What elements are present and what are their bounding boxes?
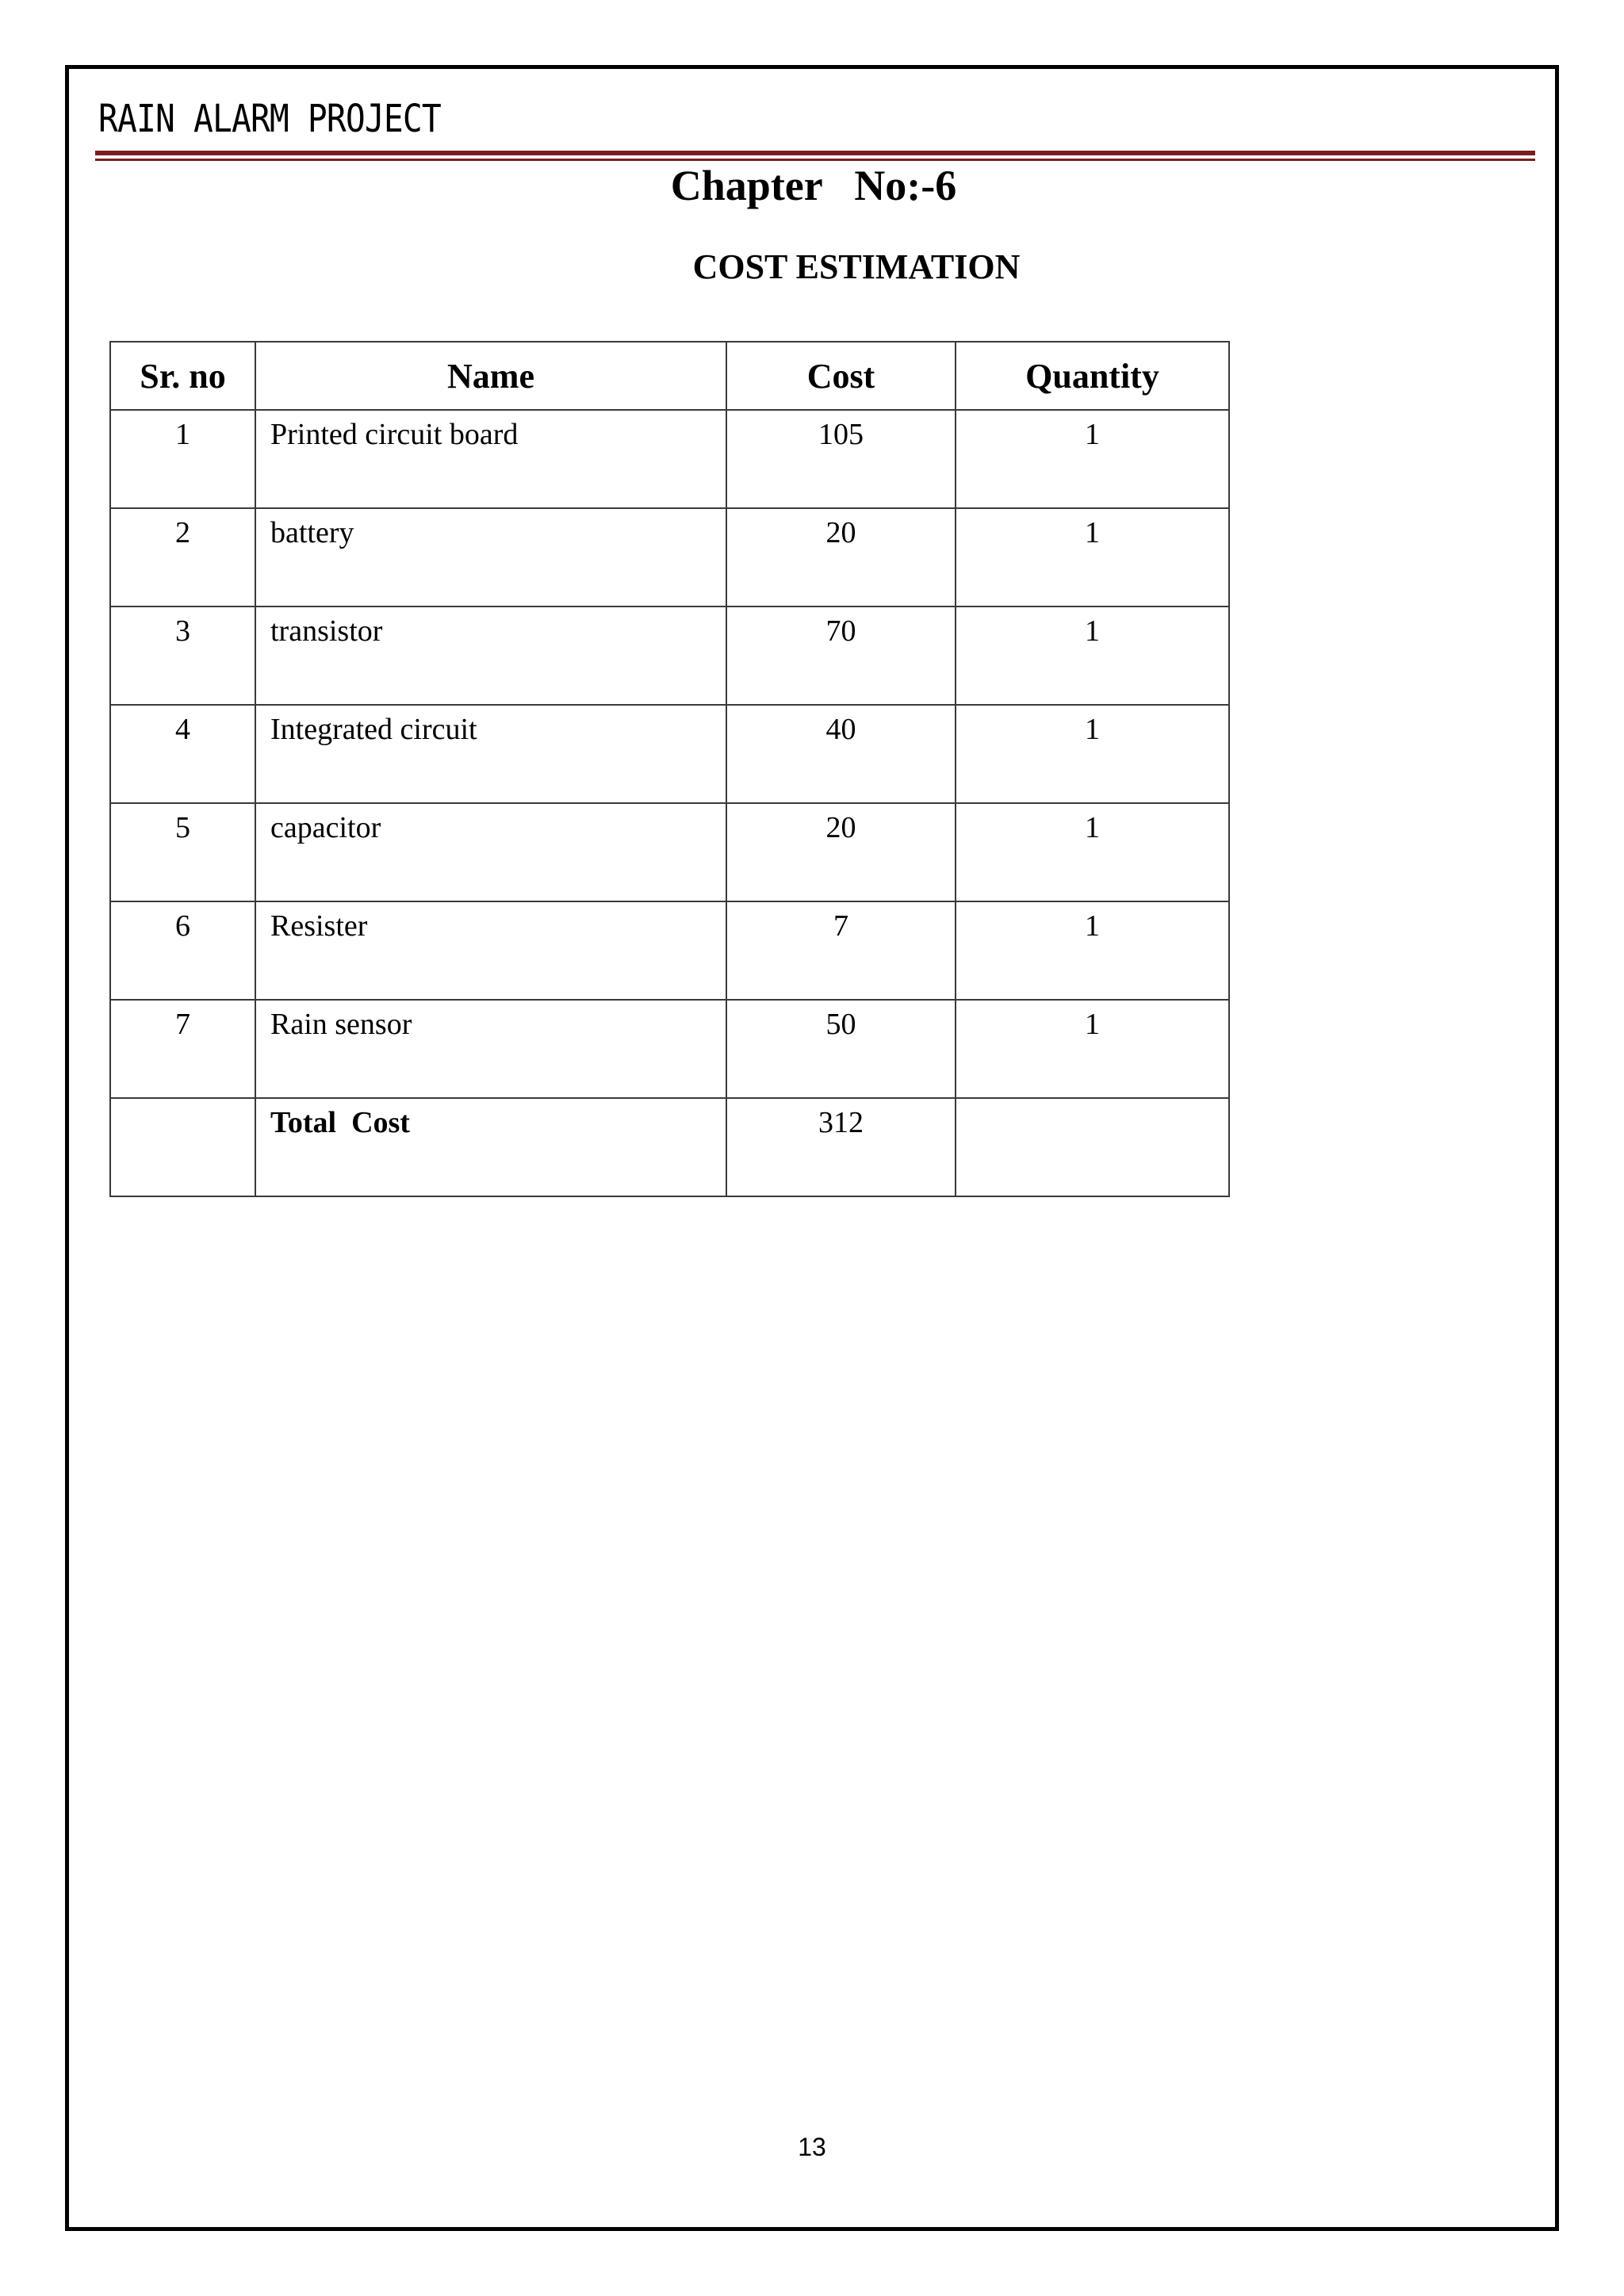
cell-text: 1 <box>1085 811 1100 844</box>
cell-cost <box>726 508 956 607</box>
cell-quantity <box>956 1000 1229 1098</box>
cell-text: 1 <box>1085 909 1100 943</box>
cell-sr-no <box>110 410 255 508</box>
cell-cost <box>726 1000 956 1098</box>
cell-text: 7 <box>833 909 848 943</box>
cell-text: Resister <box>270 909 368 943</box>
cell-sr-no <box>110 607 255 705</box>
cell-text: 1 <box>1085 418 1100 451</box>
cell-text: 5 <box>175 811 190 844</box>
cell-text: 2 <box>175 516 190 549</box>
table-row <box>110 410 1229 508</box>
cell-text: 20 <box>825 516 856 549</box>
cell-quantity <box>956 705 1229 803</box>
cell-total-cost <box>726 1098 956 1196</box>
cell-quantity <box>956 508 1229 607</box>
table-row <box>110 803 1229 901</box>
cell-name <box>255 410 726 508</box>
cell-text: 1 <box>1085 614 1100 648</box>
cell-text: 1 <box>175 418 190 451</box>
cell-text: 40 <box>825 713 856 746</box>
column-header-quantity: Quantity <box>956 342 1229 410</box>
cell-text: 20 <box>825 811 856 844</box>
cell-quantity-empty <box>956 1098 1229 1196</box>
cell-cost <box>726 607 956 705</box>
table-row <box>110 705 1229 803</box>
cell-text: 1 <box>1085 516 1100 549</box>
cell-text: 6 <box>175 909 190 943</box>
table-total-row <box>110 1098 1229 1196</box>
cell-text: capacitor <box>270 811 381 844</box>
cell-cost <box>726 410 956 508</box>
cell-total-label <box>255 1098 726 1196</box>
table-row <box>110 901 1229 1000</box>
cell-cost <box>726 901 956 1000</box>
cell-sr-no <box>110 1000 255 1098</box>
cell-sr-no <box>110 901 255 1000</box>
cell-text: Integrated circuit <box>270 713 477 746</box>
cell-sr-no <box>110 803 255 901</box>
section-title: COST ESTIMATION <box>692 247 1021 286</box>
table-row <box>110 508 1229 607</box>
cell-sr-no-empty <box>110 1098 255 1196</box>
cost-table <box>109 341 1230 1197</box>
total-cost: 312 <box>818 1106 864 1139</box>
cell-quantity <box>956 901 1229 1000</box>
cell-name <box>255 803 726 901</box>
page-number: 13 <box>798 2133 826 2161</box>
table-header-row <box>110 342 1229 410</box>
cell-text: Printed circuit board <box>270 418 519 451</box>
cell-text: 105 <box>818 418 864 451</box>
cell-text: 4 <box>175 713 190 746</box>
chapter-heading: Chapter No:-6 <box>670 162 957 209</box>
cell-quantity <box>956 607 1229 705</box>
cell-text: 7 <box>175 1008 190 1041</box>
cell-text: 1 <box>1085 1008 1100 1041</box>
cell-quantity <box>956 410 1229 508</box>
cell-text: transistor <box>270 614 383 648</box>
table-row <box>110 607 1229 705</box>
cell-text: 1 <box>1085 713 1100 746</box>
cell-sr-no <box>110 508 255 607</box>
cell-text: 70 <box>825 614 856 648</box>
cell-name <box>255 607 726 705</box>
cell-text: Rain sensor <box>270 1008 412 1041</box>
cell-text: 3 <box>175 614 190 648</box>
cell-name <box>255 508 726 607</box>
cell-text: 50 <box>825 1008 856 1041</box>
column-header-name: Name <box>255 342 726 410</box>
running-header: RAIN ALARM PROJECT <box>98 97 441 141</box>
cell-name <box>255 705 726 803</box>
header-rule-thick <box>95 151 1535 155</box>
cell-sr-no <box>110 705 255 803</box>
column-header-cost: Cost <box>726 342 956 410</box>
cell-name <box>255 1000 726 1098</box>
cell-cost <box>726 705 956 803</box>
cell-quantity <box>956 803 1229 901</box>
cell-text: battery <box>270 516 354 549</box>
column-header-sr-no: Sr. no <box>110 342 255 410</box>
cell-name <box>255 901 726 1000</box>
total-label: Total Cost <box>270 1106 410 1139</box>
cell-cost <box>726 803 956 901</box>
table-row <box>110 1000 1229 1098</box>
